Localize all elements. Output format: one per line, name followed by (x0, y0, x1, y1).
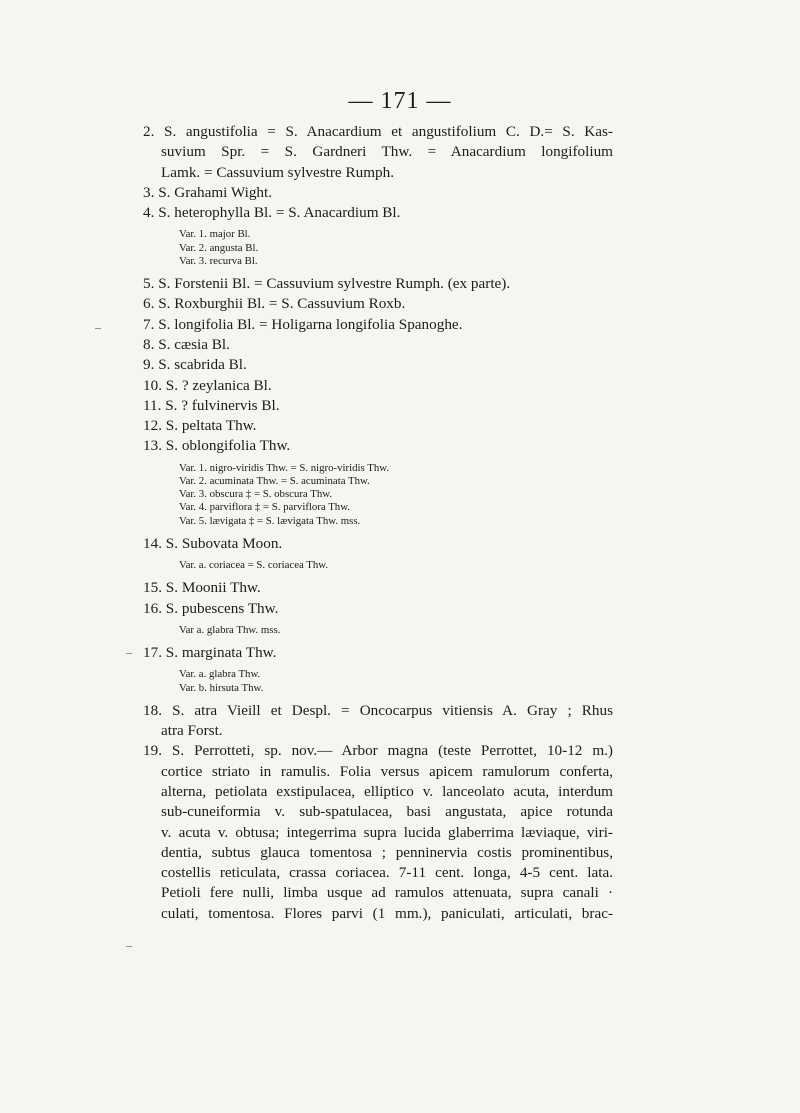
text-line: atra Forst. (161, 722, 223, 740)
variety-line: Var. 5. lævigata ‡ = S. lævigata Thw. mss. (179, 514, 361, 527)
variety-line: Var. 2. angusta Bl. (179, 241, 259, 254)
text-line: 8. S. cæsia Bl. (143, 335, 230, 353)
margin-dash: – (126, 645, 132, 659)
text-line: 19. S. Perrotteti, sp. nov.— Arbor magna (teste Perrottet, 10-12 m.) (143, 742, 613, 760)
text-line: Lamk. = Cassuvium sylvestre Rumph. (161, 163, 394, 181)
text-line: 18. S. atra Vieill et Despl. = Oncocarpus vitiensis A. Gray ; Rhus (143, 701, 613, 719)
text-line: 12. S. peltata Thw. (143, 417, 257, 435)
variety-line: Var. 3. recurva Bl. (179, 254, 258, 267)
text-line: 16. S. pubescens Thw. (143, 599, 279, 617)
text-line: 5. S. Forstenii Bl. = Cassuvium sylvestre Rumph. (ex parte). (143, 275, 511, 293)
variety-line: Var. 2. acuminata Thw. = S. acuminata Thw. (179, 474, 370, 487)
text-line: 4. S. heterophylla Bl. = S. Anacardium Bl. (143, 204, 401, 222)
variety-line: Var. 4. parviflora ‡ = S. parviflora Thw. (179, 501, 350, 514)
variety-line: Var. a. coriacea = S. coriacea Thw. (179, 559, 329, 572)
variety-line: Var. 1. nigro-viridis Thw. = S. nigro-viridis Thw. (179, 461, 390, 474)
variety-line: Var. 1. major Bl. (179, 228, 251, 241)
margin-dash: – (126, 938, 132, 952)
species-list (143, 122, 613, 924)
variety-line: Var a. glabra Thw. mss. (179, 623, 281, 636)
text-line: sub-cuneiformia v. sub-spatulacea, basi angustata, apice rotunda (161, 803, 613, 821)
text-line: 9. S. scabrida Bl. (143, 356, 247, 374)
text-line: 6. S. Roxburghii Bl. = S. Cassuvium Roxb. (143, 295, 406, 313)
text-line: 15. S. Moonii Thw. (143, 579, 261, 597)
margin-dash: – (95, 320, 101, 334)
text-line: 2. S. angustifolia = S. Anacardium et angustifolium C. D.= S. Kas- (143, 123, 613, 140)
text-line: 14. S. Subovata Moon. (143, 534, 283, 552)
text-line: suvium Spr. = S. Gardneri Thw. = Anacardium longifolium (161, 143, 613, 161)
text-line: culati, tomentosa. Flores parvi (1 mm.), paniculati, articulati, brac- (161, 904, 613, 922)
text-line: 11. S. ? fulvinervis Bl. (143, 396, 280, 414)
page-number: — 171 — (348, 88, 452, 114)
variety-line: Var. a. glabra Thw. (179, 668, 261, 681)
text-line: 3. S. Grahami Wight. (143, 183, 273, 201)
text-line: cortice striato in ramulis. Folia versus apicem ramulorum conferta, (161, 762, 613, 780)
text-line: dentia, subtus glauca tomentosa ; penninervia costis prominentibus, (161, 843, 613, 861)
variety-line: Var. b. hirsuta Thw. (179, 681, 264, 694)
text-line: alterna, petiolata exstipulacea, elliptico v. lanceolato acuta, interdum (161, 782, 613, 800)
text-line: Petioli fere nulli, limba usque ad ramulos attenuata, supra canali · (161, 884, 613, 902)
variety-line: Var. 3. obscura ‡ = S. obscura Thw. (179, 488, 333, 501)
text-line: v. acuta v. obtusa; integerrima supra lucida glaberrima læviaque, viri- (161, 823, 613, 841)
text-line: costellis reticulata, crassa coriacea. 7-11 cent. longa, 4-5 cent. lata. (161, 864, 613, 882)
text-line: 10. S. ? zeylanica Bl. (143, 376, 272, 394)
text-line: 13. S. oblongifolia Thw. (143, 437, 291, 455)
text-line: 7. S. longifolia Bl. = Holigarna longifolia Spanoghe. (143, 315, 463, 333)
text-line: 17. S. marginata Thw. (143, 644, 277, 662)
